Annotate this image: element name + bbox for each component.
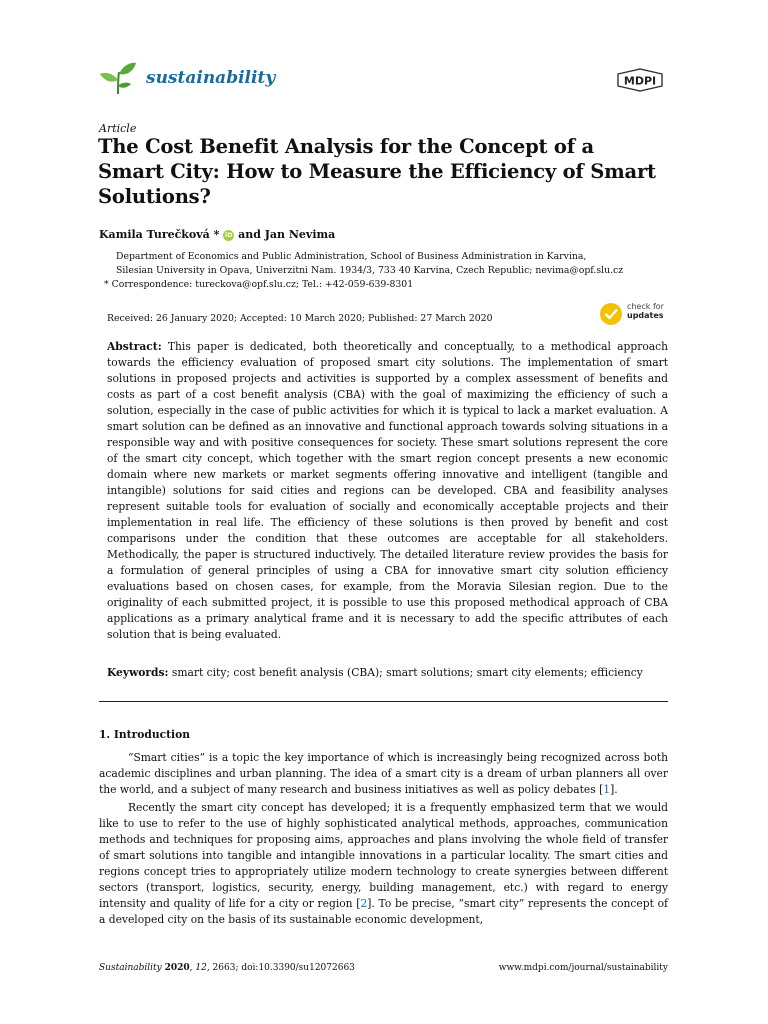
- mdpi-logo-icon: [612, 68, 668, 92]
- paper-title: The Cost Benefit Analysis for the Concept of a Smart City: How to Measure the Efficiency of Smart Solutions?: [98, 135, 656, 208]
- publication-dates: Received: 26 January 2020; Accepted: 10 March 2020; Published: 27 March 2020: [107, 313, 493, 324]
- author-secondary: and Jan Nevima: [238, 228, 336, 241]
- footer-citation: Sustainability 2020, 12, 2663; doi:10.3390/su12072663: [99, 963, 355, 973]
- intro-paragraph-2: Recently the smart city concept has developed; it is a frequently emphasized term that we would like to use to refer to the use of highly sophisticated analytical methods, approaches, communication methods and techniques for proposing aims, approaches and plans involving the whole field of transfer of smart solutions into tangible and intangible innovations in a particular locality. The smart cities and regions concept tries to appropriately utilize modern technology to create synergies between different sectors (transport, logistics, security, energy, building management, etc.) with regard to energy intensity and quality of life for a city or region [2]. To be precise, “smart city” represents the concept of a developed city on the basis of its sustainable economic development,: [99, 801, 668, 926]
- abstract: [107, 339, 668, 643]
- footer-journal-url[interactable]: www.mdpi.com/journal/sustainability: [498, 963, 668, 973]
- abstract-label: Abstract:: [107, 340, 162, 353]
- journal-leaf-logo-icon: [98, 60, 138, 96]
- intro-paragraph-1: “Smart cities” is a topic the key importance of which is increasingly being recognized across both academic disciplines and urban planning. The idea of a smart city is a dream of urban planners all over the world, and a subject of many research and business initiatives as well as policy debates [1].: [99, 751, 668, 796]
- check-for-updates-label[interactable]: check for updates: [627, 302, 664, 320]
- author-primary: Kamila Turečková *: [99, 228, 220, 241]
- journal-name: sustainability: [146, 68, 276, 88]
- orcid-icon[interactable]: iD: [224, 231, 233, 239]
- citation-link[interactable]: 1: [603, 783, 611, 796]
- section-divider: [99, 701, 668, 702]
- affiliation-line-1: Department of Economics and Public Administration, School of Business Administration in Karvina,: [116, 251, 587, 262]
- section-heading-introduction: 1. Introduction: [99, 728, 190, 741]
- affiliation-line-2: Silesian University in Opava, Univerzitni Nam. 1934/3, 733 40 Karvina, Czech Republic; nevima@opf.slu.cz: [116, 265, 624, 276]
- keywords: [107, 666, 668, 679]
- correspondence: * Correspondence: tureckova@opf.slu.cz; Tel.: +42-059-639-8301: [104, 279, 414, 290]
- author-list: [99, 228, 335, 241]
- affiliation: [116, 250, 676, 278]
- mdpi-logo-text: MDPI: [623, 74, 657, 88]
- citation-link[interactable]: 2: [360, 897, 368, 910]
- keywords-text: smart city; cost benefit analysis (CBA); smart solutions; smart city elements; efficiency: [168, 666, 643, 679]
- keywords-label: Keywords:: [107, 666, 169, 679]
- article-type: Article: [99, 122, 137, 135]
- abstract-text: This paper is dedicated, both theoretically and conceptually, to a methodical approach towards the efficiency evaluation of proposed smart city solutions. The implementation of smart solutions in proposed projects and activities is supported by a complex assessment of benefits and costs as part of a cost benefit analysis (CBA) with the goal of maximizing the efficiency of such a solution, especially in the case of public activities for which it is typical to lack a market evaluation. A smart solution can be defined as an innovative and functional approach towards solving situations in a responsible way and with positive consequences for society. These smart solutions represent the core of the smart city concept, which together with the smart region concept presents a new economic domain where new markets or market segments offering innovative and intelligent (tangible and intangible) solutions for said cities and regions can be developed. CBA and feasibility analyses represent suitable tools for evaluation of socially and economically acceptable projects and their implementation in real life. The efficiency of these solutions is then proved by benefit and cost comparisons under the condition that these outcomes are acceptable for all stakeholders. Methodically, the paper is structured inductively. The detailed literature review provides the basis for a formulation of general principles of using a CBA for innovative smart city solution efficiency evaluations based on chosen cases, for example, from the Moravia Silesian region. Due to the originality of each submitted project, it is possible to use this proposed methodical approach of CBA applications as a primary analytical frame and it is necessary to add the specific attributes of each solution that is being evaluated.: [107, 340, 668, 641]
